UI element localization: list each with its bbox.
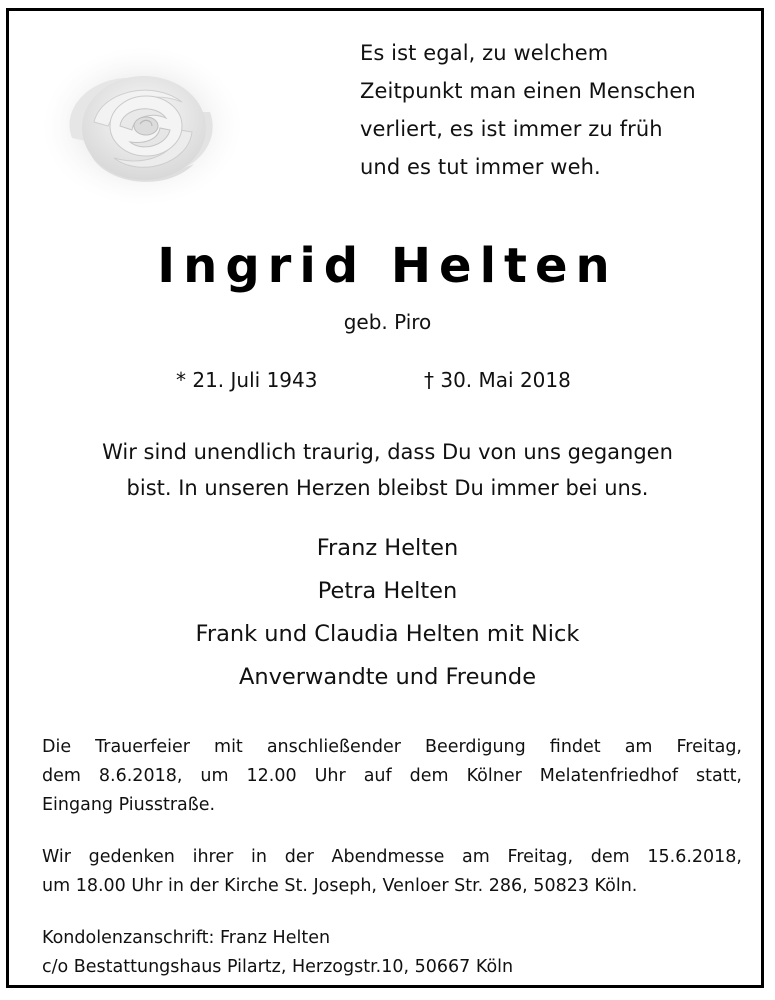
birth-date: * 21. Juli 1943 [176,368,318,392]
deceased-name: Ingrid Helten [157,238,618,294]
address-line: c/o Bestattungshaus Pilartz, Herzogstr.10, 50667 Köln [42,957,514,977]
message-line: Wir sind unendlich traurig, dass Du von uns gegangen [102,440,673,464]
mourner-name: Anverwandte und Freunde [238,664,537,690]
mourner-name: Petra Helten [317,578,458,604]
funeral-line: Eingang Piusstraße. [42,795,216,815]
funeral-info [42,733,742,820]
mourners-list [0,527,775,699]
mass-line: Wir gedenken ihrer in der Abendmesse am Freitag, dem 15.6.2018, [42,847,742,867]
rose-icon [42,46,242,206]
death-date: † 30. Mai 2018 [424,368,571,392]
mass-info [42,843,742,901]
quote [360,34,750,186]
quote-line: und es tut immer weh. [360,155,601,179]
mourner-name: Frank und Claudia Helten mit Nick [195,621,580,647]
birth-name: geb. Piro [343,310,432,334]
condolence-message [0,434,775,506]
mourner-name: Franz Helten [316,535,459,561]
funeral-line: dem 8.6.2018, um 12.00 Uhr auf dem Kölner Melatenfriedhof statt, [42,766,742,786]
message-line: bist. In unseren Herzen bleibst Du immer bei uns. [126,476,649,500]
quote-line: verliert, es ist immer zu früh [360,117,663,141]
condolence-address [42,924,742,982]
address-line: Kondolenzanschrift: Franz Helten [42,928,331,948]
quote-line: Zeitpunkt man einen Menschen [360,79,696,103]
mass-line: um 18.00 Uhr in der Kirche St. Joseph, Venloer Str. 286, 50823 Köln. [42,876,638,896]
funeral-line: Die Trauerfeier mit anschließender Beerdigung findet am Freitag, [42,737,742,757]
quote-line: Es ist egal, zu welchem [360,41,609,65]
